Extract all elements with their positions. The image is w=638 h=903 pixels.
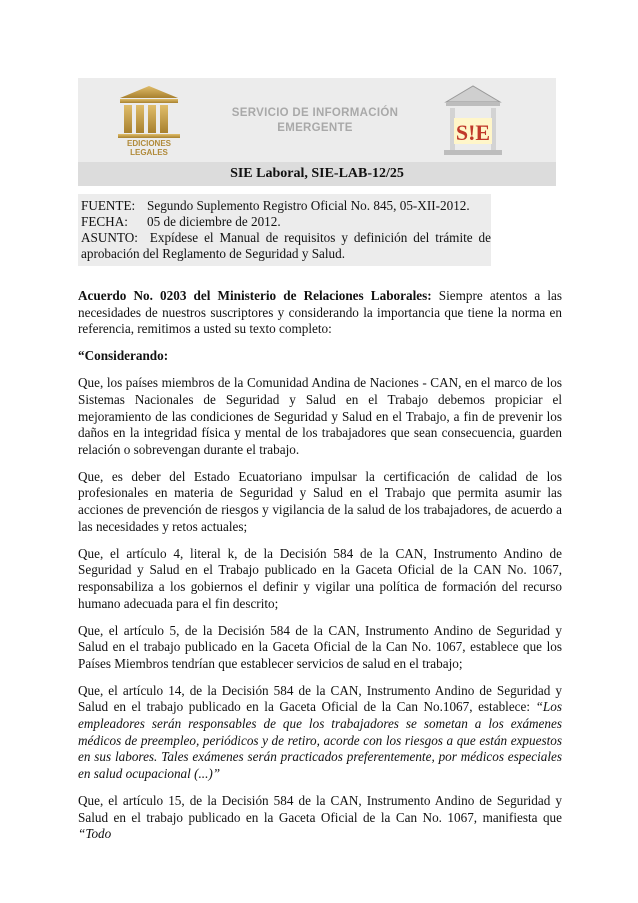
service-title [215,106,415,136]
intro-rest: Siempre atentos a las necesidades de nuestros suscriptores y considerando la importancia que tiene la norma en referencia, remitimos a usted su texto completo: [78,288,562,337]
paragraph-5 [78,683,562,783]
document-body [78,288,562,853]
fecha-value: 05 de diciembre de 2012. [147,214,281,229]
fuente-row [81,198,491,214]
sie-logo-text: S!E [455,120,491,145]
paragraph-6-plain: Que, el artículo 15, de la Decisión 584 de la CAN, Instrumento Andino de Seguridad y Salud en el trabajo publicado en la Gaceta Oficial de la Can No. 1067, manifiesta que [78,792,562,825]
service-line1: SERVICIO DE INFORMACIÓN [231,107,399,119]
paragraph-6 [78,793,562,843]
paragraph-5-quote: “Los empleadores serán responsables de que los trabajadores se sometan a los exámenes médicos de preempleo, periódicos y de retiro, acorde con los riesgos a que están expuestos en sus labores. Tales exámenes serán practicados preferentemente, por médicos especiales en salud ocupacional (...)” [78,699,562,781]
asunto-row [81,230,491,262]
info-box [78,194,491,266]
sie-logo-icon [440,82,506,160]
fecha-row [81,214,491,230]
paragraph-2: Que, es deber del Estado Ecuatoriano impulsar la certificación de calidad de los profesionales en materia de Seguridad y Salud en el Trabajo que permita asumir las acciones de prevención de riesgos y vigilancia de la salud de los trabajadores, de acuerdo a las necesidades y retos actuales; [78,468,562,534]
service-line2: EMERGENTE [277,122,353,134]
asunto-value: Expídese el Manual de requisitos y definición del trámite de aprobación del Reglamento de Seguridad y Salud. [81,230,492,261]
fuente-label: FUENTE: [81,198,136,213]
paragraph-5-plain: Que, el artículo 14, de la Decisión 584 de la CAN, Instrumento Andino de Seguridad y Salud en el trabajo publicado en la Gaceta Oficial de la Can No.1067, establece: [78,682,562,715]
document-title: SIE Laboral, SIE-LAB-12/25 [230,166,404,181]
paragraph-4: Que, el artículo 5, de la Decisión 584 de la CAN, Instrumento Andino de Seguridad y Salud en el trabajo publicado en la Gaceta Oficial de la Can No. 1067, establece que los Países Miembros tendrían que establecer servicios de salud en el trabajo; [78,622,562,671]
logo-left-line1: EDICIONES [126,139,172,148]
intro-bold: Acuerdo No. 0203 del Ministerio de Relaciones Laborales: [78,288,432,303]
paragraph-6-quote: “Todo [78,826,112,842]
paragraph-1: Que, los países miembros de la Comunidad Andina de Naciones - CAN, en el marco de los Sistemas Nacionales de Seguridad y Salud en el Trabajo debemos propiciar el mejoramiento de las condiciones de Seguridad y Salud en el Trabajo, a fin de prevenir los daños en la integridad física y mental de los trabajadores que sean consecuencia, guarden relación o sobrevengan durante el trabajo. [78,375,562,457]
ediciones-legales-logo-icon [110,84,188,158]
considerando-heading: “Considerando: [78,348,169,364]
paragraph-3: Que, el artículo 4, literal k, de la Decisión 584 de la CAN, Instrumento Andino de Seguridad y Salud en el Trabajo publicado en la Gaceta Oficial de la CAN No. 1067, responsabiliza a los gobiernos el definir y vigilar una política de formación del recurso humano adecuada para el fin descrito; [78,545,562,611]
logo-left-line2: LEGALES [130,148,168,157]
intro-paragraph [78,288,562,338]
fuente-value: Segundo Suplemento Registro Oficial No. 845, 05-XII-2012. [147,198,470,213]
asunto-label: ASUNTO: [81,230,138,245]
fecha-label: FECHA: [81,214,128,229]
